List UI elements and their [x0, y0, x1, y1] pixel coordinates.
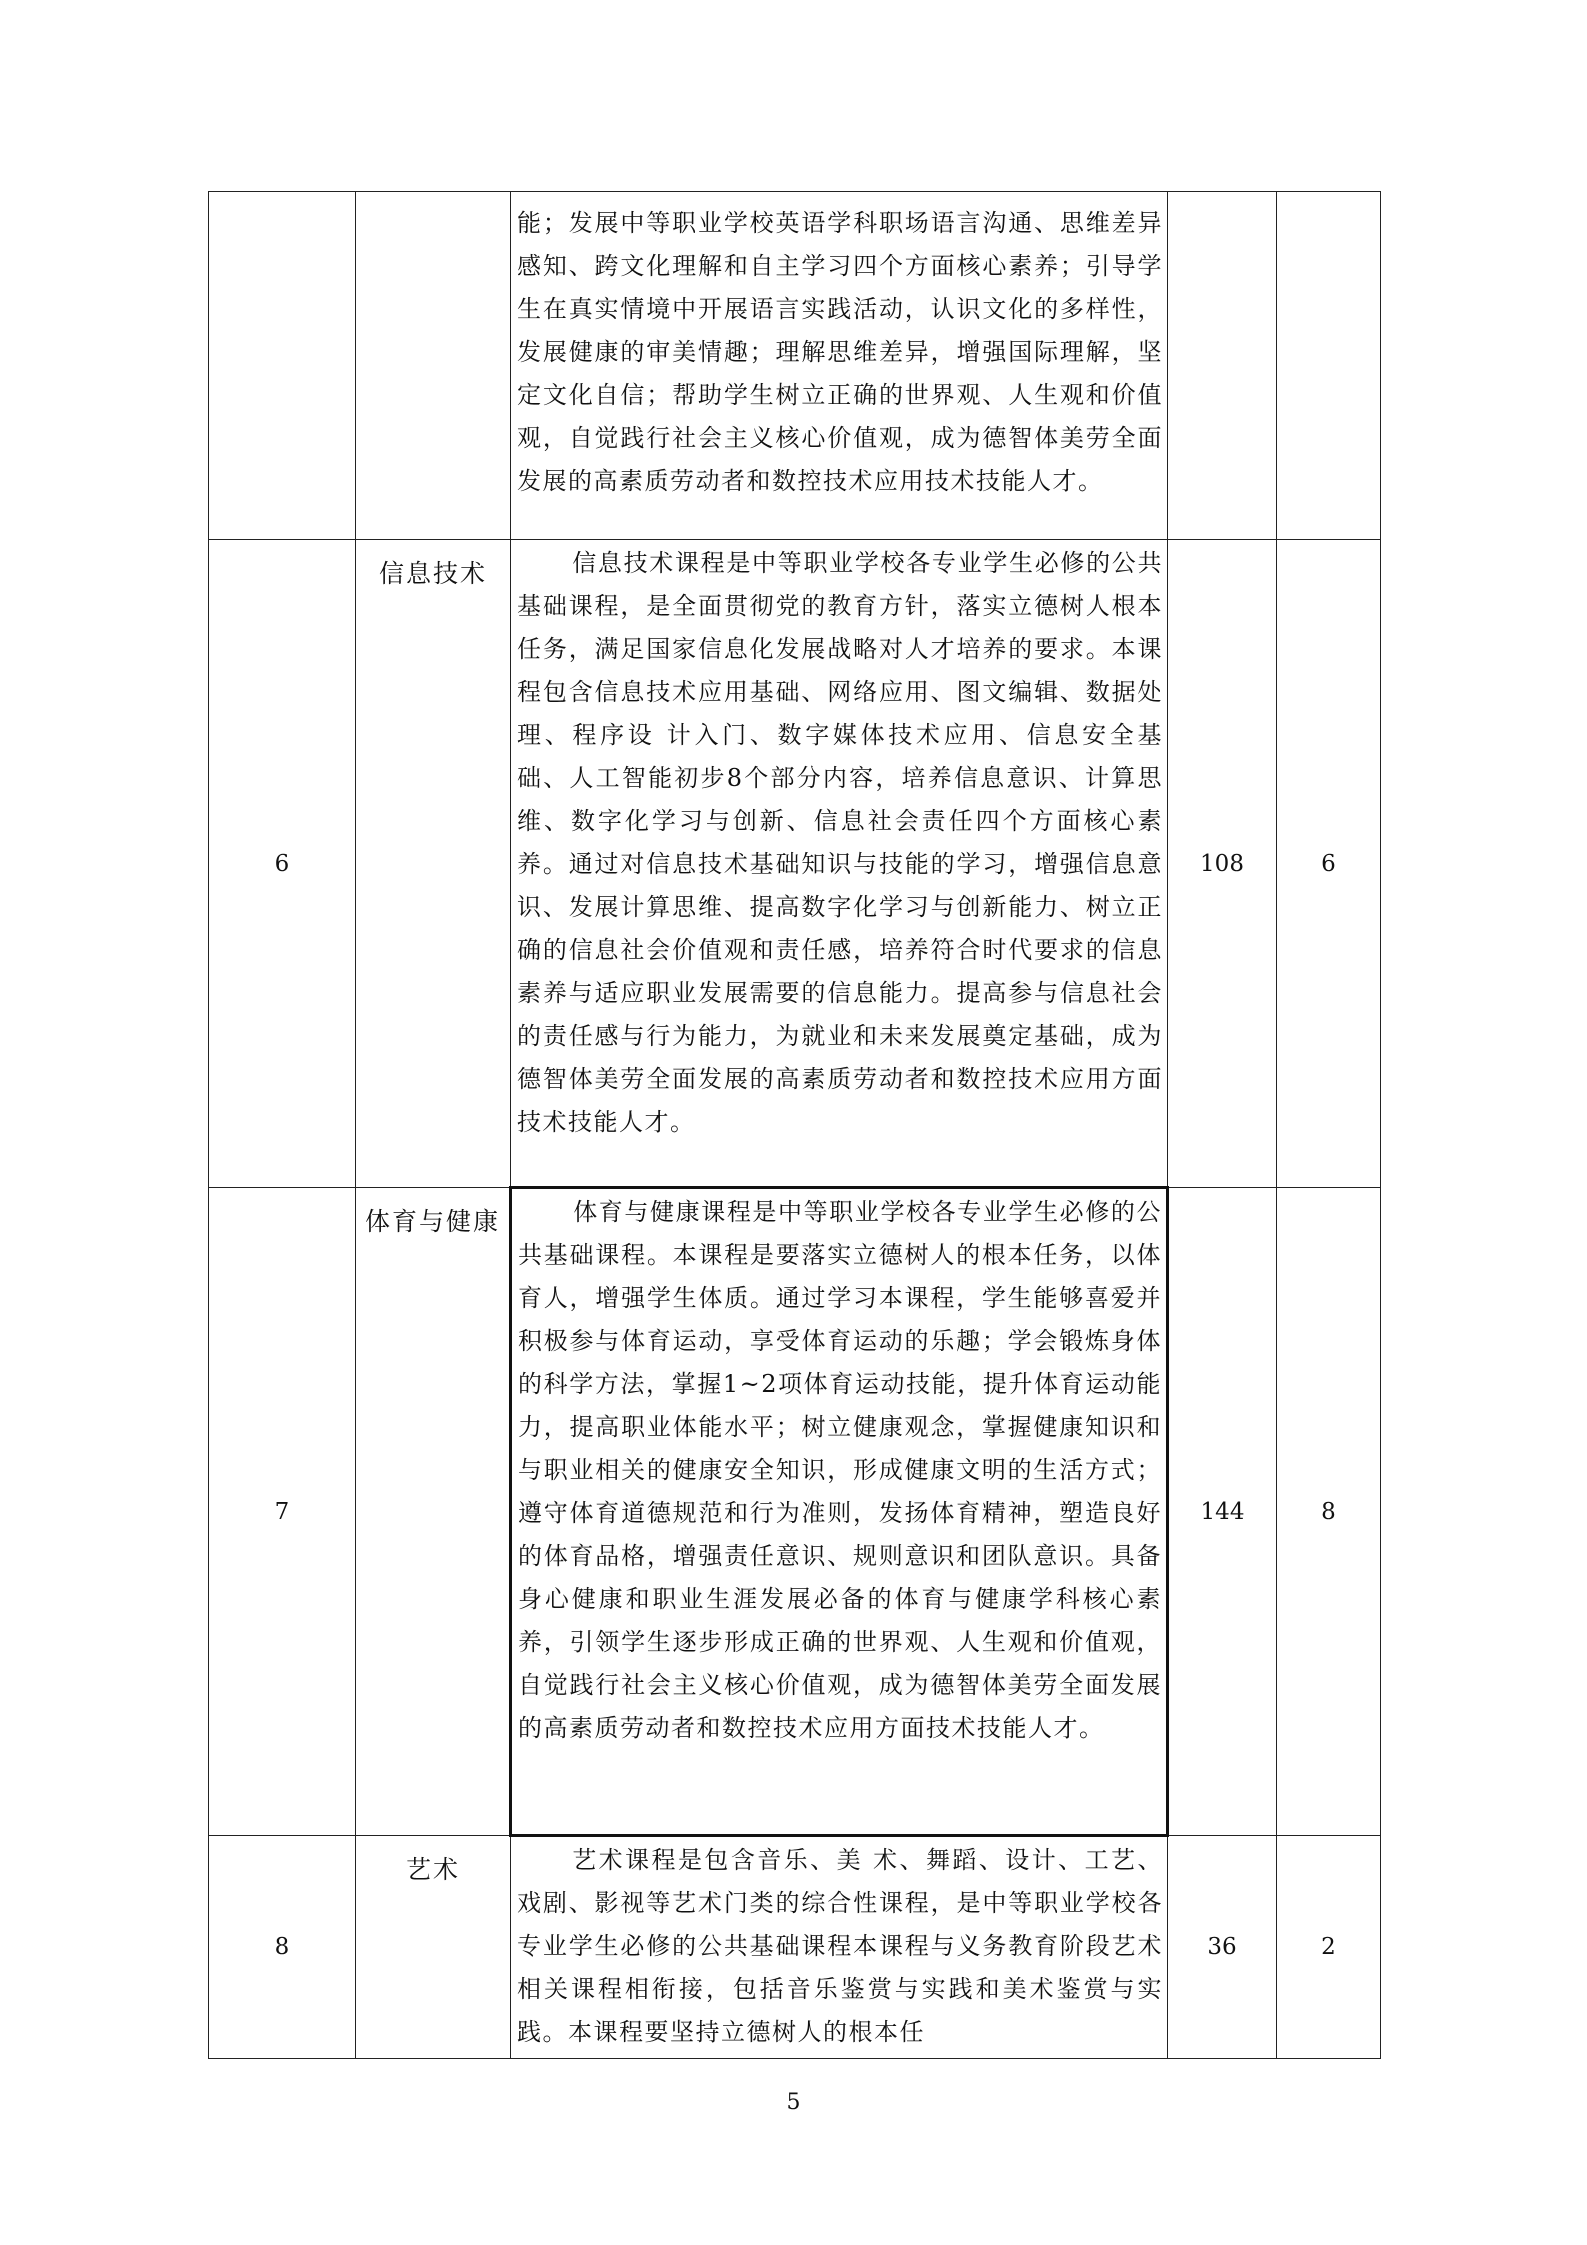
course-description-cell [511, 1188, 1168, 1836]
course-hours-cell: 144 [1168, 1188, 1277, 1836]
course-credits-cell: 8 [1277, 1188, 1381, 1836]
row-index-cell: 8 [209, 1836, 356, 2059]
course-table [208, 191, 1381, 2059]
course-description-text: 信息技术课程是中等职业学校各专业学生必修的公共基础课程，是全面贯彻党的教育方针，落实立德树人根本任务，满足国家信息化发展战略对人才培养的要求。本课程包含信息技术应用基础、网络应用、图文编辑、数据处理、程序设 计入门、数字媒体技术应用、信息安全基础、人工智能初步8个部分内容，培养信息意识、计算思维、数字化学习与创新、信息社会责任四个方面核心素养。通过对信息技术基础知识与技能的学习，增强信息意识、发展计算思维、提高数字化学习与创新能力、树立正确的信息社会价值观和责任感，培养符合时代要求的信息素养与适应职业发展需要的信息能力。提高参与信息社会的责任感与行为能力，为就业和未来发展奠定基础，成为德智体美劳全面发展的高素质劳动者和数控技术应用方面技术技能人才。 [517, 549, 1163, 1136]
page-number: 5 [786, 2090, 801, 2115]
course-name-cell: 体育与健康 [356, 1188, 511, 1836]
course-hours-cell: 108 [1168, 540, 1277, 1188]
course-description-text: 艺术课程是包含音乐、美 术、舞蹈、设计、工艺、戏剧、影视等艺术门类的综合性课程，是中等职业学校各专业学生必修的公共基础课程本课程与义务教育阶段艺术相关课程相衔接，包括音乐鉴赏与实践和美术鉴赏与实践。本课程要坚持立德树人的根本任 [517, 1846, 1163, 2046]
row-index-cell: 7 [209, 1188, 356, 1836]
course-description-cell [511, 1836, 1168, 2059]
course-credits-cell: 6 [1277, 540, 1381, 1188]
course-credits-cell [1277, 192, 1381, 540]
row-index-cell: 6 [209, 540, 356, 1188]
table-row [209, 192, 1381, 540]
table-row [209, 1188, 1381, 1836]
course-hours-cell [1168, 192, 1277, 540]
course-description-text: 体育与健康课程是中等职业学校各专业学生必修的公共基础课程。本课程是要落实立德树人的根本任务，以体育人，增强学生体质。通过学习本课程，学生能够喜爱并积极参与体育运动，享受体育运动的乐趣；学会锻炼身体的科学方法，掌握1~2项体育运动技能，提升体育运动能力，提高职业体能水平；树立健康观念，掌握健康知识和与职业相关的健康安全知识，形成健康文明的生活方式；遵守体育道德规范和行为准则，发扬体育精神，塑造良好的体育品格，增强责任意识、规则意识和团队意识。具备身心健康和职业生涯发展必备的体育与健康学科核心素养，引领学生逐步形成正确的世界观、人生观和价值观，自觉践行社会主义核心价值观，成为德智体美劳全面发展的高素质劳动者和数控技术应用方面技术技能人才。 [518, 1198, 1162, 1742]
table-row [209, 1836, 1381, 2059]
table-row [209, 540, 1381, 1188]
course-description-cell [511, 192, 1168, 540]
row-index-cell [209, 192, 356, 540]
course-description-text: 能；发展中等职业学校英语学科职场语言沟通、思维差异感知、跨文化理解和自主学习四个方面核心素养；引导学生在真实情境中开展语言实践活动，认识文化的多样性，发展健康的审美情趣；理解思维差异，增强国际理解，坚定文化自信；帮助学生树立正确的世界观、人生观和价值观，自觉践行社会主义核心价值观，成为德智体美劳全面发展的高素质劳动者和数控技术应用技术技能人才。 [517, 209, 1163, 495]
course-description-cell [511, 540, 1168, 1188]
course-name-cell [356, 192, 511, 540]
course-name-cell: 信息技术 [356, 540, 511, 1188]
course-hours-cell: 36 [1168, 1836, 1277, 2059]
course-credits-cell: 2 [1277, 1836, 1381, 2059]
course-name-cell: 艺术 [356, 1836, 511, 2059]
